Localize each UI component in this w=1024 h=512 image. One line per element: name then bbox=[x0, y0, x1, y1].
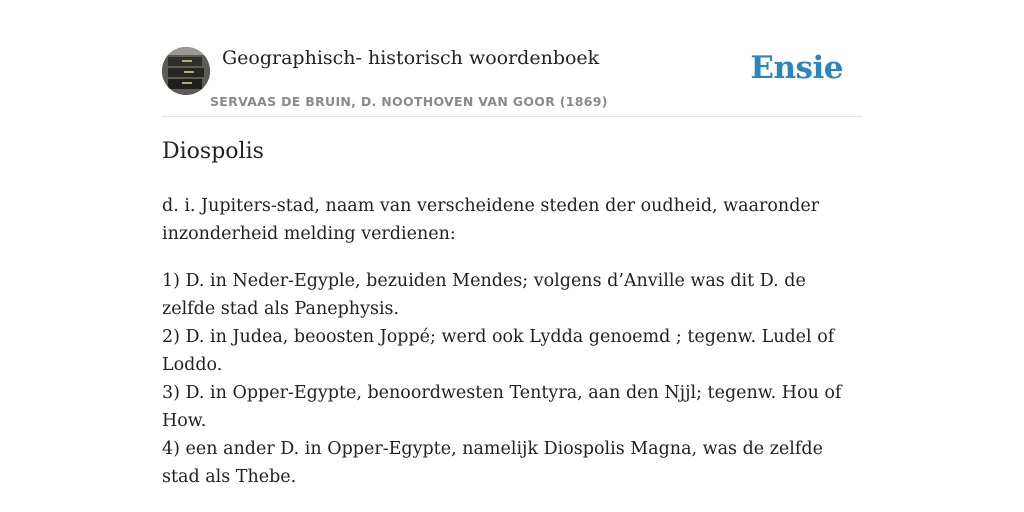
entry-intro: d. i. Jupiters-stad, naam van verscheidene steden der oudheid, waaronder inzonderheid melding verdienen: bbox=[162, 196, 820, 244]
book-title[interactable]: Geographisch- historisch woordenboek bbox=[222, 47, 600, 69]
ensie-logo[interactable]: Ensie bbox=[750, 50, 843, 86]
page-header bbox=[162, 45, 862, 117]
book-cover-avatar[interactable] bbox=[162, 47, 210, 95]
entry-item: 2) D. in Judea, beoosten Joppé; werd ook Lydda genoemd ; tegenw. Ludel of Loddo. bbox=[162, 327, 835, 375]
entry-item: 3) D. in Opper-Egypte, benoordwesten Tentyra, aan den Njjl; tegenw. Hou of How. bbox=[162, 383, 842, 431]
entry-item: 4) een ander D. in Opper-Egypte, namelijk Diospolis Magna, was de zelfde stad als Thebe. bbox=[162, 439, 823, 487]
entry-item: 1) D. in Neder-Egyple, bezuiden Mendes; volgens d’Anville was dit D. de zelfde stad als Panephysis. bbox=[162, 271, 806, 319]
entry-items bbox=[162, 267, 862, 491]
entry-title: Diospolis bbox=[162, 139, 264, 164]
book-author: SERVAAS DE BRUIN, D. NOOTHOVEN VAN GOOR (1869) bbox=[210, 94, 608, 109]
entry-body bbox=[162, 192, 862, 510]
